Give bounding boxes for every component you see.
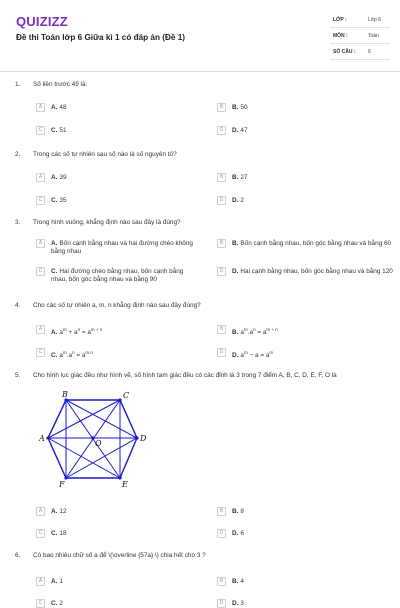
figure-label-a: A bbox=[39, 434, 45, 443]
option-math-part: = a bbox=[74, 352, 86, 360]
option-letter-box: D bbox=[217, 267, 226, 276]
question-number: 1. bbox=[15, 81, 21, 88]
option-math-part: = a bbox=[255, 329, 267, 337]
option-letter-box: B bbox=[217, 507, 226, 516]
meta-value: Toán bbox=[368, 33, 379, 39]
option-math-part: m + n bbox=[90, 327, 103, 332]
option-math-part: .a bbox=[66, 352, 73, 360]
option-value: 2 bbox=[59, 600, 63, 607]
option-value: Hai cạnh bằng nhau, bốn góc bằng nhau và bằng 120 bbox=[240, 268, 393, 275]
option-label: B. bbox=[232, 329, 239, 337]
option-letter-box: D bbox=[217, 348, 226, 357]
question-text: Cho các số tự nhiên a, m, n khẳng định nào sau đây đúng? bbox=[33, 302, 201, 309]
meta-row-subject bbox=[330, 28, 390, 44]
option-value: 12 bbox=[59, 508, 67, 515]
option-math-part: .a bbox=[247, 329, 254, 337]
option-text bbox=[51, 240, 201, 256]
option-letter-box: B bbox=[217, 103, 226, 112]
option-text bbox=[232, 578, 397, 586]
option-label: A. bbox=[51, 240, 58, 247]
option-value: Bốn cạnh bằng nhau, bốn góc bằng nhau và bằng 60 bbox=[240, 240, 392, 247]
option-label: C. bbox=[51, 268, 58, 275]
option-text bbox=[232, 349, 397, 360]
option-value: 1 bbox=[59, 578, 63, 585]
option-label: D. bbox=[232, 600, 239, 607]
option-math-part: n bbox=[77, 327, 81, 332]
option-value: 8 bbox=[240, 508, 244, 515]
option-label: C. bbox=[51, 352, 58, 360]
figure-label-b: B bbox=[62, 390, 68, 399]
meta-value: 6 bbox=[368, 49, 371, 55]
option-math-part: = a bbox=[80, 329, 91, 337]
option-text bbox=[51, 578, 201, 586]
option-value: 3 bbox=[240, 600, 244, 607]
option-label: C. bbox=[51, 600, 58, 607]
option-label: A. bbox=[51, 329, 58, 337]
option-text bbox=[232, 240, 397, 248]
option-label: C. bbox=[51, 197, 58, 204]
option-label: C. bbox=[51, 530, 58, 537]
option-value: 51 bbox=[59, 127, 67, 134]
question-number: 5. bbox=[15, 372, 21, 379]
question-text: Có bao nhiêu chữ số a để \(\overline {57a} \) chia hết cho 3 ? bbox=[33, 552, 206, 559]
option-letter-box: A bbox=[36, 325, 45, 334]
meta-value: Lớp 6 bbox=[368, 17, 382, 23]
option-math-part: n bbox=[253, 327, 256, 332]
meta-row-count bbox=[330, 44, 390, 60]
option-text bbox=[51, 530, 201, 538]
option-text bbox=[51, 508, 201, 516]
option-letter-box: D bbox=[217, 529, 226, 538]
question-text: Cho hình lục giác đều như hình vẽ, số hình tam giác đều có các đỉnh là 3 trong 7 điểm A, B, C, D, E, F, O là bbox=[33, 372, 337, 379]
worksheet-header bbox=[0, 0, 400, 72]
question-number: 2. bbox=[15, 151, 21, 158]
option-value: a bbox=[59, 329, 63, 337]
option-value: 4 bbox=[240, 578, 244, 585]
option-value: a bbox=[240, 352, 244, 360]
option-math-part: − a = a bbox=[247, 352, 270, 360]
figure-label-o: O bbox=[95, 439, 102, 448]
option-value: 27 bbox=[240, 174, 248, 181]
option-text bbox=[51, 197, 201, 205]
option-letter-box: B bbox=[217, 173, 226, 182]
question-number: 3. bbox=[15, 219, 21, 226]
question-text: Trong các số tự nhiên sau số nào là số nguyên tố? bbox=[33, 151, 177, 158]
worksheet-title: Đề thi Toán lớp 6 Giữa kì 1 có đáp án (Đề 1) bbox=[16, 33, 186, 42]
option-text bbox=[232, 174, 397, 182]
question-text: Số liền trước 49 là: bbox=[33, 81, 88, 88]
option-math-part: m bbox=[62, 350, 67, 355]
option-text bbox=[232, 508, 397, 516]
option-letter-box: A bbox=[36, 507, 45, 516]
option-label: A. bbox=[51, 508, 58, 515]
option-text bbox=[232, 127, 397, 135]
option-value: a bbox=[240, 329, 244, 337]
option-letter-box: A bbox=[36, 173, 45, 182]
meta-table bbox=[330, 12, 390, 60]
option-label: B. bbox=[232, 104, 239, 111]
option-text bbox=[232, 197, 397, 205]
option-text bbox=[232, 326, 397, 337]
option-value: 35 bbox=[59, 197, 67, 204]
option-math-part: m bbox=[269, 350, 274, 355]
option-letter-box: B bbox=[217, 239, 226, 248]
hexagon-figure bbox=[36, 392, 152, 488]
option-value: 47 bbox=[240, 127, 248, 134]
option-text bbox=[51, 268, 201, 284]
option-math-part: m + n bbox=[266, 327, 278, 332]
option-letter-box: B bbox=[217, 577, 226, 586]
option-value: Hai đường chéo bằng nhau, bốn cạnh bằng nhau, bốn góc bằng nhau và bằng 90 bbox=[51, 268, 184, 283]
option-letter-box: C bbox=[36, 529, 45, 538]
option-letter-box: A bbox=[36, 103, 45, 112]
option-text bbox=[51, 349, 201, 360]
option-value: 50 bbox=[240, 104, 248, 111]
meta-row-class bbox=[330, 12, 390, 28]
option-value: 48 bbox=[59, 104, 67, 111]
option-math-part: n bbox=[72, 350, 75, 355]
option-text bbox=[51, 127, 201, 135]
option-text bbox=[232, 530, 397, 538]
option-text bbox=[232, 268, 397, 276]
option-text bbox=[51, 326, 201, 337]
option-label: B. bbox=[232, 174, 239, 181]
option-letter-box: A bbox=[36, 239, 45, 248]
meta-key: SỐ CÂU : bbox=[333, 49, 356, 55]
quizizz-logo[interactable]: QUIZIZZ bbox=[16, 14, 68, 29]
option-letter-box: C bbox=[36, 348, 45, 357]
option-text bbox=[51, 600, 201, 608]
option-math-part: m bbox=[62, 327, 67, 332]
option-letter-box: D bbox=[217, 196, 226, 205]
option-letter-box: A bbox=[36, 577, 45, 586]
option-label: D. bbox=[232, 197, 239, 204]
option-label: A. bbox=[51, 174, 58, 181]
option-text bbox=[51, 174, 201, 182]
option-label: D. bbox=[232, 127, 239, 134]
option-letter-box: D bbox=[217, 126, 226, 135]
option-math-part: m.n bbox=[85, 350, 93, 355]
question-text: Trong hình vuông, khẳng định nào sau đây là đúng? bbox=[33, 219, 181, 226]
option-label: B. bbox=[232, 578, 239, 585]
option-label: A. bbox=[51, 578, 58, 585]
meta-key: MÔN : bbox=[333, 33, 348, 39]
option-letter-box: C bbox=[36, 599, 45, 608]
option-value: 2 bbox=[240, 197, 244, 204]
option-letter-box: C bbox=[36, 267, 45, 276]
option-label: D. bbox=[232, 352, 239, 360]
meta-key: LỚP : bbox=[333, 17, 347, 23]
option-math-part: m bbox=[243, 327, 248, 332]
figure-label-d: D bbox=[140, 434, 147, 443]
figure-label-c: C bbox=[123, 391, 130, 400]
option-math-part: + a bbox=[66, 329, 78, 337]
option-text bbox=[232, 104, 397, 112]
option-label: B. bbox=[232, 508, 239, 515]
question-number: 4. bbox=[15, 302, 21, 309]
option-text bbox=[232, 600, 397, 608]
option-label: D. bbox=[232, 530, 239, 537]
option-math-part: m bbox=[243, 350, 248, 355]
option-label: C. bbox=[51, 127, 58, 134]
option-letter-box: D bbox=[217, 599, 226, 608]
figure-label-f: F bbox=[59, 480, 65, 489]
question-number: 6. bbox=[15, 552, 21, 559]
option-label: B. bbox=[232, 240, 239, 247]
option-value: Bốn cạnh bằng nhau và hai đường chéo không bằng nhau bbox=[51, 240, 193, 255]
option-value: a bbox=[59, 352, 63, 360]
option-letter-box: C bbox=[36, 126, 45, 135]
option-letter-box: B bbox=[217, 325, 226, 334]
option-value: 39 bbox=[59, 174, 67, 181]
figure-label-e: E bbox=[122, 480, 128, 489]
option-label: D. bbox=[232, 268, 239, 275]
option-value: 6 bbox=[240, 530, 244, 537]
option-text bbox=[51, 104, 201, 112]
option-value: 18 bbox=[59, 530, 67, 537]
option-label: A. bbox=[51, 104, 58, 111]
option-letter-box: C bbox=[36, 196, 45, 205]
